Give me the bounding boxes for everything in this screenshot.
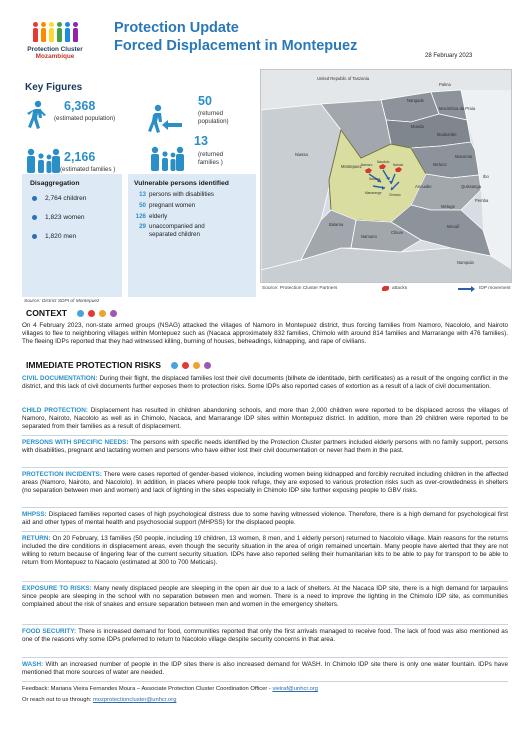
map-legend [260, 284, 512, 296]
svg-text:Namuno: Namuno [361, 234, 377, 239]
svg-text:Nampula: Nampula [457, 260, 474, 265]
bullet-icon [32, 215, 37, 220]
vulnerable-persons-title: Vulnerable persons identified [134, 180, 229, 187]
vulnerable-persons-box [128, 174, 256, 297]
risk-civil-documentation: CIVIL DOCUMENTATION: During their flight, the displaced families lost their civil documents (bilhete de identitade, birth certificates) as a result of the ongoing conflict in the district, and this lack of civil documents further exposes them to protection risks. Some IDPs also reported cases of extortion as a result of a lack of civil documentation. [22, 375, 508, 391]
section-dots [171, 362, 211, 369]
family-icon [148, 146, 186, 172]
kf-returned-families-label: (returned families ) [198, 151, 224, 166]
arrow-right-icon [458, 288, 472, 290]
legend-idp-movement: IDP movement [458, 286, 511, 291]
disaggregation-box [22, 174, 122, 297]
svg-text:Montepuez: Montepuez [341, 164, 362, 169]
svg-text:Niassa: Niassa [295, 152, 308, 157]
risk-child-protection: CHILD PROTECTION: Displacement has resulted in children abandoning schools, and more than 2,000 children were reported to be displaced across the villages of Namoro, Nairoto, Nacololo as well as in Chimolo, Nacaca, and Marrarange IDP sites within Montepuez district. In addition, more than 29 children were reported to be separated from their families as a result of displacement. [22, 407, 508, 431]
risks-heading: IMMEDIATE PROTECTION RISKS [26, 360, 211, 370]
context-heading: CONTEXT [26, 308, 117, 318]
svg-text:Nacaca: Nacaca [369, 177, 380, 181]
section-dots [77, 310, 117, 317]
kf-returned-families-value: 13 [194, 134, 208, 148]
feedback-email-link[interactable]: vieiraf@unhcr.org [272, 686, 318, 692]
page-title-line1: Protection Update [114, 20, 239, 36]
svg-text:Mecufi: Mecufi [447, 224, 460, 229]
svg-text:Namoro: Namoro [361, 163, 373, 167]
kf-returned-population-label: (returned population) [198, 110, 229, 125]
footer-feedback: Feedback: Mariana Vieira Fernandes Moura – Associate Protection Cluster Coordination Officer - vieiraf@unhcr.org [22, 686, 318, 692]
report-date: 28 February 2023 [425, 53, 473, 59]
risk-return: RETURN: On 20 February, 13 families (50 people, including 19 children, 13 women, 8 men, and 1 elderly person) returned to Nacololo village. Main reasons for the returns included the dire conditions in displacement areas, even though the security situation in the area of origin remained uncertain. Many people have alerted that they are not willing to return because of lingering fear of the current security situation. IDPs have also reported selling their humanitarian kits to be able to pay for transport to be able to return from Montepuez to Nacaolo (estimated at 300 to 700 Meticais). [22, 535, 508, 567]
footer-reach-out: Or reach out to us through: mozprotectioncluster@unhcr.org [22, 697, 177, 703]
disaggregation-title: Disaggregation [30, 180, 80, 187]
cluster-email-link[interactable]: mozprotectioncluster@unhcr.org [92, 697, 177, 703]
svg-text:Pemba: Pemba [475, 198, 489, 203]
svg-text:Meluco: Meluco [433, 162, 447, 167]
district-map [260, 69, 512, 283]
divider [22, 507, 508, 508]
svg-text:Ibo: Ibo [483, 174, 489, 179]
divider [22, 581, 508, 582]
svg-text:Mueda: Mueda [411, 124, 424, 129]
disaggregation-item: 1,820 men [32, 233, 122, 240]
kf-returned-population-value: 50 [198, 94, 212, 108]
returning-person-icon [148, 104, 184, 134]
risk-wash: WASH: With an increased number of people in the IDP sites there is also increased demand for WASH. In Chimolo IDP site there is only one water fountain. IDPs have mentioned that more sources of water are needed. [22, 661, 508, 677]
divider [22, 681, 508, 682]
svg-text:Ancuabe: Ancuabe [415, 184, 432, 189]
vulnerable-item: 13 persons with disabilities [139, 191, 214, 198]
page-title-line2: Forced Displacement in Montepuez [114, 38, 358, 54]
key-figures-source: Source: District SDPI of Montepuez [24, 299, 100, 304]
svg-text:Macomia: Macomia [455, 154, 472, 159]
walking-person-icon [26, 100, 48, 130]
svg-text:Quissanga: Quissanga [461, 184, 482, 189]
page [20, 14, 511, 740]
bullet-icon [32, 196, 37, 201]
disaggregation-item: 2,764 children [32, 195, 122, 202]
key-figures-title: Key Figures [25, 82, 83, 93]
divider [22, 435, 508, 436]
svg-text:Metuge: Metuge [441, 204, 455, 209]
logo-text-cluster: Protection Cluster [27, 46, 83, 53]
attack-icon [382, 286, 389, 291]
svg-text:Mocimboa da Praia: Mocimboa da Praia [439, 106, 476, 111]
logo-figures-icon [22, 22, 88, 42]
kf-estimated-population-value: 6,368 [64, 99, 96, 113]
map-source: Source: Protection Cluster Partners [262, 286, 338, 291]
family-icon [24, 148, 62, 174]
svg-text:Nacololo: Nacololo [377, 160, 390, 164]
svg-text:United Republic of Tanzania: United Republic of Tanzania [317, 76, 370, 81]
legend-attacks: attacks [382, 286, 407, 291]
context-paragraph: On 4 February 2023, non-state armed groups (NSAG) attacked the villages of Namoro in Montepuez district, thus forcing families from Namoro, Nacololo, and Nairoto villages to flee to neighboring villages within Montepuez such as (Nacaca approximately 832 families, Chimolo with around 814 families and Marrarange with 476 families). The fleeing IDPs reported that they had witnessed killing, burning of houses, beheadings, kidnapping, and rape of civilians. [22, 322, 508, 346]
svg-text:Palma: Palma [439, 82, 451, 87]
map-graphic [261, 70, 512, 283]
risk-exposure: EXPOSURE TO RISKS: Many newly displaced people are sleeping in the open air due to a lack of shelters. At the Nacaca IDP site, there is a high demand for tarpaulins since people are sleeping in the school with no separation between men and women. There is a need to improve the lighting in the Chimolo IDP site, as communities complained about the risk of snakes and ensure separation between men and women in the emergency shelters. [22, 585, 508, 609]
risk-food-security: FOOD SECURITY: There is increased demand for food, communities reported that only the first arrivals managed to receive food. The lack of food was also mentioned as one of the reasons why some IDPs preferred to return to Nacololo village despite security concerns in that area. [22, 628, 508, 644]
vulnerable-item: 126 elderly [135, 212, 168, 220]
kf-estimated-families-value: 2,166 [64, 150, 96, 164]
risk-protection-incidents: PROTECTION INCIDENTS: There were cases reported of gender-based violence, including women being kidnapped and forcibly recruited including children in the affected areas (Namoro, Nairoto, and Nacololo). In addition, in places where people took refuge, they are exposed to various protection risks such as over-crowdedness in shelters (no separation between men and women) and lack of lighting in the sites especially in Chimolo IDP site further exposing people to GBV risks. [22, 471, 508, 495]
bullet-icon [32, 234, 37, 239]
vulnerable-item: 50 pregnant women [139, 201, 196, 209]
risk-mhpss: MHPSS: Displaced families reported cases of high psychological distress due to some having witnessed violence. Therefore, there is a high demand for psychological first aid and other types of mental health and psychosocial support (MHPSS) for the displaced people. [22, 511, 508, 527]
divider [22, 467, 508, 468]
disaggregation-item: 1,823 women [32, 214, 122, 221]
divider [22, 624, 508, 625]
vulnerable-item: 29 unaccompanied and separated children [139, 223, 205, 238]
svg-text:Chiure: Chiure [391, 230, 404, 235]
svg-text:Marrarange: Marrarange [365, 191, 382, 195]
divider [22, 531, 508, 532]
logo-text-country: Mozambique [35, 53, 75, 60]
svg-text:Nairoto: Nairoto [393, 163, 404, 167]
svg-text:Muidumbe: Muidumbe [437, 132, 457, 137]
svg-text:Balama: Balama [329, 222, 344, 227]
kf-estimated-families-label: (estimated families ) [60, 166, 116, 173]
divider [22, 657, 508, 658]
svg-text:Nangade: Nangade [407, 98, 424, 103]
kf-estimated-population-label: (estimated population) [54, 115, 116, 122]
svg-text:Chimolo: Chimolo [389, 193, 401, 197]
risk-specific-needs: PERSONS WITH SPECIFIC NEEDS: The persons with specific needs identified by the Protection Cluster partners included elderly persons with no family support, persons with disabilities, pregnant and lactating women and persons who have either lost their civil documentation or never had them in the past. [22, 439, 508, 455]
protection-cluster-logo [22, 16, 88, 88]
